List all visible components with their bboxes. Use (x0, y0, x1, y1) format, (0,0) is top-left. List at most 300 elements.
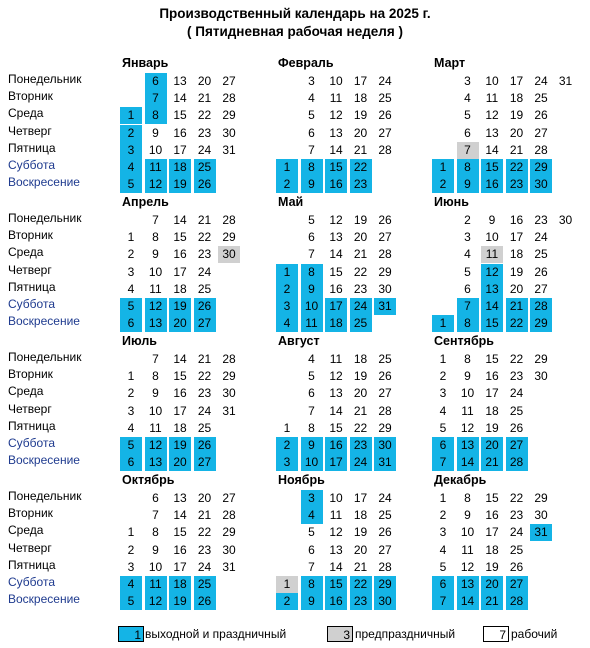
month-name: Ноябрь (278, 473, 325, 487)
day-cell: 31 (558, 74, 573, 88)
day-cell: 16 (325, 593, 347, 610)
day-cell: 10 (148, 403, 163, 418)
day-cell: 23 (197, 542, 212, 557)
day-cell: 27 (194, 315, 216, 332)
day-cell: 11 (301, 315, 323, 332)
day-cell: 31 (374, 298, 396, 315)
day-cell: 18 (353, 508, 368, 523)
day-cell: 3 (127, 264, 135, 279)
day-cell: 21 (197, 91, 212, 106)
day-cell: 15 (173, 369, 187, 384)
day-name-label: Воскресение (8, 453, 80, 468)
day-cell: 18 (485, 542, 499, 557)
day-cell: 28 (378, 142, 392, 157)
day-cell: 19 (169, 176, 191, 193)
day-cell: 7 (308, 247, 315, 262)
day-cell: 23 (197, 386, 212, 401)
day-cell: 5 (464, 264, 471, 279)
day-cell: 15 (173, 525, 187, 540)
day-cell: 25 (350, 315, 372, 332)
day-cell: 22 (350, 576, 372, 593)
day-cell: 8 (301, 264, 323, 281)
day-cell: 19 (169, 437, 191, 454)
day-cell: 30 (222, 542, 236, 557)
day-cell: 12 (329, 525, 343, 540)
day-cell: 6 (432, 437, 454, 454)
day-name-label: Пятница (8, 557, 56, 572)
day-cell: 4 (120, 576, 142, 593)
day-cell: 25 (378, 91, 392, 106)
day-cell: 28 (378, 247, 392, 262)
day-cell: 7 (145, 90, 167, 107)
day-cell: 27 (194, 454, 216, 471)
day-cell: 8 (464, 491, 471, 505)
day-cell: 6 (152, 491, 159, 505)
day-cell: 17 (173, 403, 187, 418)
day-cell: 3 (127, 559, 135, 574)
day-cell: 26 (509, 559, 524, 574)
day-cell: 13 (145, 454, 167, 471)
day-cell: 28 (222, 213, 236, 227)
day-cell: 20 (197, 74, 212, 88)
month-name: Сентябрь (434, 334, 494, 348)
day-cell: 8 (152, 230, 159, 245)
day-cell: 7 (308, 559, 315, 574)
day-cell: 6 (120, 315, 142, 332)
day-cell: 26 (509, 420, 524, 435)
day-cell: 10 (148, 264, 163, 279)
day-cell: 23 (197, 125, 212, 140)
day-name-label: Суббота (8, 575, 55, 589)
day-cell: 15 (329, 264, 343, 279)
month-name: Январь (122, 56, 169, 70)
day-cell: 2 (439, 508, 447, 523)
day-name-label: Среда (8, 245, 44, 260)
day-cell: 22 (353, 264, 368, 279)
day-cell: 21 (197, 352, 212, 366)
day-cell: 10 (329, 491, 343, 505)
day-cell: 2 (276, 176, 298, 193)
day-cell: 27 (378, 125, 392, 140)
day-cell: 15 (329, 420, 343, 435)
day-cell: 9 (301, 281, 323, 298)
day-cell: 22 (509, 491, 524, 505)
day-cell: 6 (145, 73, 167, 90)
day-cell: 24 (378, 74, 392, 88)
day-cell: 16 (325, 437, 347, 454)
legend-swatch-holiday: 1 (118, 626, 144, 642)
day-cell: 16 (485, 369, 499, 384)
day-cell: 14 (173, 508, 187, 523)
day-cell: 17 (173, 264, 187, 279)
day-cell: 5 (308, 369, 315, 384)
day-cell: 21 (481, 593, 503, 610)
day-cell: 4 (464, 91, 471, 106)
day-cell: 31 (374, 454, 396, 471)
day-name-label: Воскресение (8, 592, 80, 607)
day-cell: 11 (329, 91, 343, 106)
legend-label-work: рабочий (511, 627, 558, 641)
day-cell: 13 (173, 74, 187, 88)
day-cell: 1 (127, 369, 135, 384)
day-cell: 7 (308, 403, 315, 418)
day-cell: 25 (197, 420, 212, 435)
day-name-label: Пятница (8, 418, 56, 433)
day-cell: 27 (534, 125, 548, 140)
day-cell: 21 (506, 298, 528, 315)
day-cell: 8 (464, 352, 471, 366)
day-cell: 5 (120, 593, 142, 610)
day-cell: 5 (308, 213, 315, 227)
day-cell: 3 (127, 403, 135, 418)
day-cell: 21 (481, 454, 503, 471)
day-cell: 9 (152, 247, 159, 262)
day-name-label: Вторник (8, 367, 53, 382)
day-cell: 26 (378, 369, 392, 384)
day-cell: 9 (301, 593, 323, 610)
day-cell: 11 (329, 508, 343, 523)
day-name-label: Понедельник (8, 211, 82, 225)
day-cell: 22 (350, 159, 372, 176)
day-cell: 14 (173, 213, 187, 227)
day-cell: 5 (308, 525, 315, 540)
day-cell: 19 (353, 369, 368, 384)
day-cell: 18 (325, 315, 347, 332)
day-name-label: Вторник (8, 228, 53, 243)
day-cell: 24 (197, 559, 212, 574)
day-cell: 18 (173, 420, 187, 435)
day-cell: 27 (378, 542, 392, 557)
day-cell: 8 (152, 369, 159, 384)
day-cell: 20 (353, 125, 368, 140)
day-cell: 14 (481, 298, 503, 315)
day-cell: 29 (222, 230, 236, 245)
day-cell: 24 (509, 525, 524, 540)
day-cell: 15 (481, 159, 503, 176)
day-cell: 29 (378, 420, 392, 435)
day-cell: 20 (481, 576, 503, 593)
day-cell: 24 (197, 403, 212, 418)
day-cell: 18 (169, 576, 191, 593)
day-cell: 2 (464, 213, 471, 227)
day-cell: 26 (378, 213, 392, 227)
day-cell: 24 (197, 142, 212, 157)
day-cell: 30 (374, 437, 396, 454)
day-name-label: Воскресение (8, 314, 80, 329)
day-cell: 5 (308, 108, 315, 123)
day-cell: 27 (506, 576, 528, 593)
day-cell: 26 (194, 593, 216, 610)
day-cell: 8 (301, 159, 323, 176)
day-cell: 6 (308, 125, 315, 140)
day-cell: 24 (350, 454, 372, 471)
day-cell: 9 (152, 386, 159, 401)
day-cell: 14 (329, 247, 343, 262)
day-cell: 22 (353, 420, 368, 435)
legend-label-holiday: выходной и праздничный (145, 627, 287, 641)
day-cell: 19 (353, 108, 368, 123)
day-name-label: Четверг (8, 262, 52, 277)
day-name-label: Четверг (8, 123, 52, 138)
day-cell: 17 (353, 491, 368, 505)
day-cell: 18 (509, 247, 524, 262)
day-cell: 29 (222, 525, 236, 540)
day-cell: 16 (485, 508, 499, 523)
day-cell: 8 (145, 107, 167, 124)
day-cell: 6 (120, 454, 142, 471)
day-cell: 8 (308, 420, 315, 435)
day-cell: 12 (145, 298, 167, 315)
day-cell: 5 (439, 559, 447, 574)
day-cell: 12 (481, 264, 503, 281)
day-cell: 16 (325, 176, 347, 193)
day-cell: 31 (222, 142, 236, 157)
day-cell: 10 (460, 386, 475, 401)
day-cell: 4 (439, 542, 447, 557)
month-name: Апрель (122, 195, 169, 209)
day-cell: 3 (439, 525, 447, 540)
day-cell: 13 (457, 437, 479, 454)
legend-swatch-work: 7 (483, 626, 509, 642)
day-cell: 21 (353, 559, 368, 574)
day-cell: 2 (127, 386, 135, 401)
day-cell: 6 (464, 125, 471, 140)
day-cell: 1 (432, 159, 454, 176)
day-cell: 29 (530, 159, 552, 176)
day-cell: 7 (308, 142, 315, 157)
day-cell: 6 (464, 281, 471, 296)
day-cell: 10 (329, 74, 343, 88)
day-cell: 25 (509, 542, 524, 557)
day-cell: 26 (194, 437, 216, 454)
day-cell: 10 (485, 74, 499, 88)
day-cell: 1 (276, 264, 298, 281)
day-cell: 2 (276, 593, 298, 610)
day-cell: 5 (120, 437, 142, 454)
day-cell: 29 (534, 491, 548, 505)
day-cell: 28 (222, 508, 236, 523)
day-cell: 26 (378, 525, 392, 540)
day-cell: 23 (350, 176, 372, 193)
day-cell: 10 (485, 230, 499, 245)
calendar-subtitle: ( Пятидневная рабочая неделя ) (187, 24, 403, 39)
day-cell: 9 (488, 213, 496, 227)
day-cell: 17 (325, 298, 347, 315)
day-cell: 27 (506, 437, 528, 454)
day-cell: 4 (301, 507, 323, 524)
day-cell: 28 (506, 454, 528, 471)
day-cell: 7 (152, 352, 159, 366)
day-cell: 5 (120, 298, 142, 315)
day-cell: 4 (308, 352, 315, 366)
day-cell: 11 (145, 159, 167, 176)
day-cell: 30 (222, 125, 236, 140)
day-cell: 25 (534, 91, 548, 106)
day-cell: 29 (222, 108, 236, 123)
day-name-label: Среда (8, 106, 44, 121)
day-cell: 30 (378, 281, 392, 296)
day-cell: 16 (173, 542, 187, 557)
day-cell: 16 (329, 281, 343, 296)
day-cell: 20 (169, 454, 191, 471)
day-cell: 28 (222, 91, 236, 106)
day-cell: 23 (509, 369, 524, 384)
day-cell: 11 (461, 542, 474, 557)
day-cell: 28 (222, 352, 236, 366)
day-cell: 18 (173, 281, 187, 296)
day-cell: 19 (509, 264, 524, 279)
day-cell: 3 (464, 230, 471, 245)
day-cell: 15 (325, 576, 347, 593)
day-cell: 7 (152, 508, 159, 523)
day-cell: 14 (173, 91, 187, 106)
day-cell: 18 (485, 403, 499, 418)
day-cell: 1 (127, 230, 135, 245)
day-cell: 1 (127, 525, 135, 540)
day-cell: 15 (485, 352, 499, 366)
day-cell: 9 (464, 369, 471, 384)
day-cell: 24 (350, 298, 372, 315)
day-cell: 18 (353, 352, 368, 366)
day-cell: 2 (276, 437, 298, 454)
day-cell: 15 (173, 230, 187, 245)
day-cell: 7 (432, 593, 454, 610)
day-cell: 8 (457, 159, 479, 176)
day-cell: 13 (457, 576, 479, 593)
day-cell: 3 (464, 74, 471, 88)
day-cell: 11 (145, 576, 167, 593)
day-cell: 29 (222, 369, 236, 384)
day-cell: 26 (194, 176, 216, 193)
day-cell: 21 (197, 213, 212, 227)
month-name: Декабрь (434, 473, 487, 487)
day-cell: 1 (439, 352, 447, 366)
day-cell: 26 (194, 298, 216, 315)
day-cell: 14 (457, 454, 479, 471)
day-name-label: Суббота (8, 158, 55, 172)
day-cell: 13 (329, 230, 343, 245)
day-cell: 5 (120, 176, 142, 193)
month-name: Июнь (434, 195, 469, 209)
day-cell: 28 (530, 298, 552, 315)
day-cell: 30 (530, 176, 552, 193)
day-cell: 27 (534, 281, 548, 296)
day-cell: 23 (506, 176, 528, 193)
day-cell: 25 (534, 247, 548, 262)
month-name: Февраль (278, 56, 334, 70)
month-name: Август (278, 334, 320, 348)
day-name-label: Вторник (8, 506, 53, 521)
day-cell: 21 (509, 142, 524, 157)
day-cell: 12 (329, 369, 343, 384)
day-cell: 2 (439, 369, 447, 384)
day-cell: 31 (222, 559, 236, 574)
day-cell: 10 (301, 454, 323, 471)
day-cell: 23 (509, 508, 524, 523)
month-name: Октябрь (122, 473, 175, 487)
day-cell: 12 (485, 108, 499, 123)
day-cell: 24 (509, 386, 524, 401)
day-cell: 20 (353, 542, 368, 557)
month-name: Май (278, 195, 304, 209)
day-cell: 4 (276, 315, 298, 332)
day-cell: 21 (197, 508, 212, 523)
day-cell: 15 (485, 491, 499, 505)
day-cell: 9 (152, 542, 159, 557)
day-cell: 30 (222, 386, 236, 401)
day-cell: 9 (464, 508, 471, 523)
day-cell: 14 (329, 142, 343, 157)
day-cell: 28 (534, 142, 548, 157)
day-cell: 20 (353, 230, 368, 245)
day-cell: 25 (194, 159, 216, 176)
day-cell: 4 (439, 403, 447, 418)
day-cell: 20 (353, 386, 368, 401)
day-name-label: Пятница (8, 279, 56, 294)
day-cell: 9 (301, 437, 323, 454)
day-cell: 27 (222, 491, 236, 505)
day-cell: 13 (329, 542, 343, 557)
day-cell: 22 (506, 159, 528, 176)
day-cell: 13 (329, 125, 343, 140)
day-cell: 16 (481, 176, 503, 193)
day-cell: 31 (222, 403, 236, 418)
day-cell: 7 (152, 213, 159, 227)
day-cell: 30 (534, 508, 548, 523)
day-cell: 25 (197, 281, 212, 296)
day-cell: 27 (378, 386, 392, 401)
day-cell: 11 (329, 352, 343, 366)
day-cell: 14 (485, 142, 499, 157)
day-name-label: Среда (8, 384, 44, 399)
day-cell: 4 (120, 159, 142, 176)
day-cell: 1 (120, 107, 142, 124)
day-cell: 10 (148, 559, 163, 574)
day-cell: 2 (127, 247, 135, 262)
day-cell: 16 (173, 125, 187, 140)
day-cell: 1 (283, 420, 291, 435)
day-cell: 2 (432, 176, 454, 193)
day-cell: 3 (276, 298, 298, 315)
day-cell: 7 (432, 454, 454, 471)
month-name: Март (434, 56, 466, 70)
day-cell: 16 (509, 213, 524, 227)
day-cell: 22 (197, 108, 212, 123)
day-cell: 6 (432, 576, 454, 593)
day-cell: 30 (374, 593, 396, 610)
day-name-label: Понедельник (8, 350, 82, 364)
day-cell: 3 (308, 74, 315, 88)
day-cell: 1 (276, 576, 298, 593)
day-name-label: Среда (8, 523, 44, 538)
day-cell: 29 (378, 264, 392, 279)
day-cell: 26 (534, 264, 548, 279)
day-cell: 22 (509, 352, 524, 366)
day-cell: 9 (457, 176, 479, 193)
day-cell: 29 (534, 352, 548, 366)
day-cell: 13 (481, 281, 503, 298)
day-cell: 23 (534, 213, 548, 227)
day-cell: 11 (149, 281, 162, 296)
day-cell: 12 (145, 437, 167, 454)
day-cell: 2 (120, 125, 142, 142)
day-cell: 14 (329, 403, 343, 418)
day-cell: 5 (464, 108, 471, 123)
day-cell: 25 (378, 508, 392, 523)
day-cell: 12 (329, 108, 343, 123)
day-cell: 20 (509, 281, 524, 296)
day-cell: 24 (534, 230, 548, 245)
